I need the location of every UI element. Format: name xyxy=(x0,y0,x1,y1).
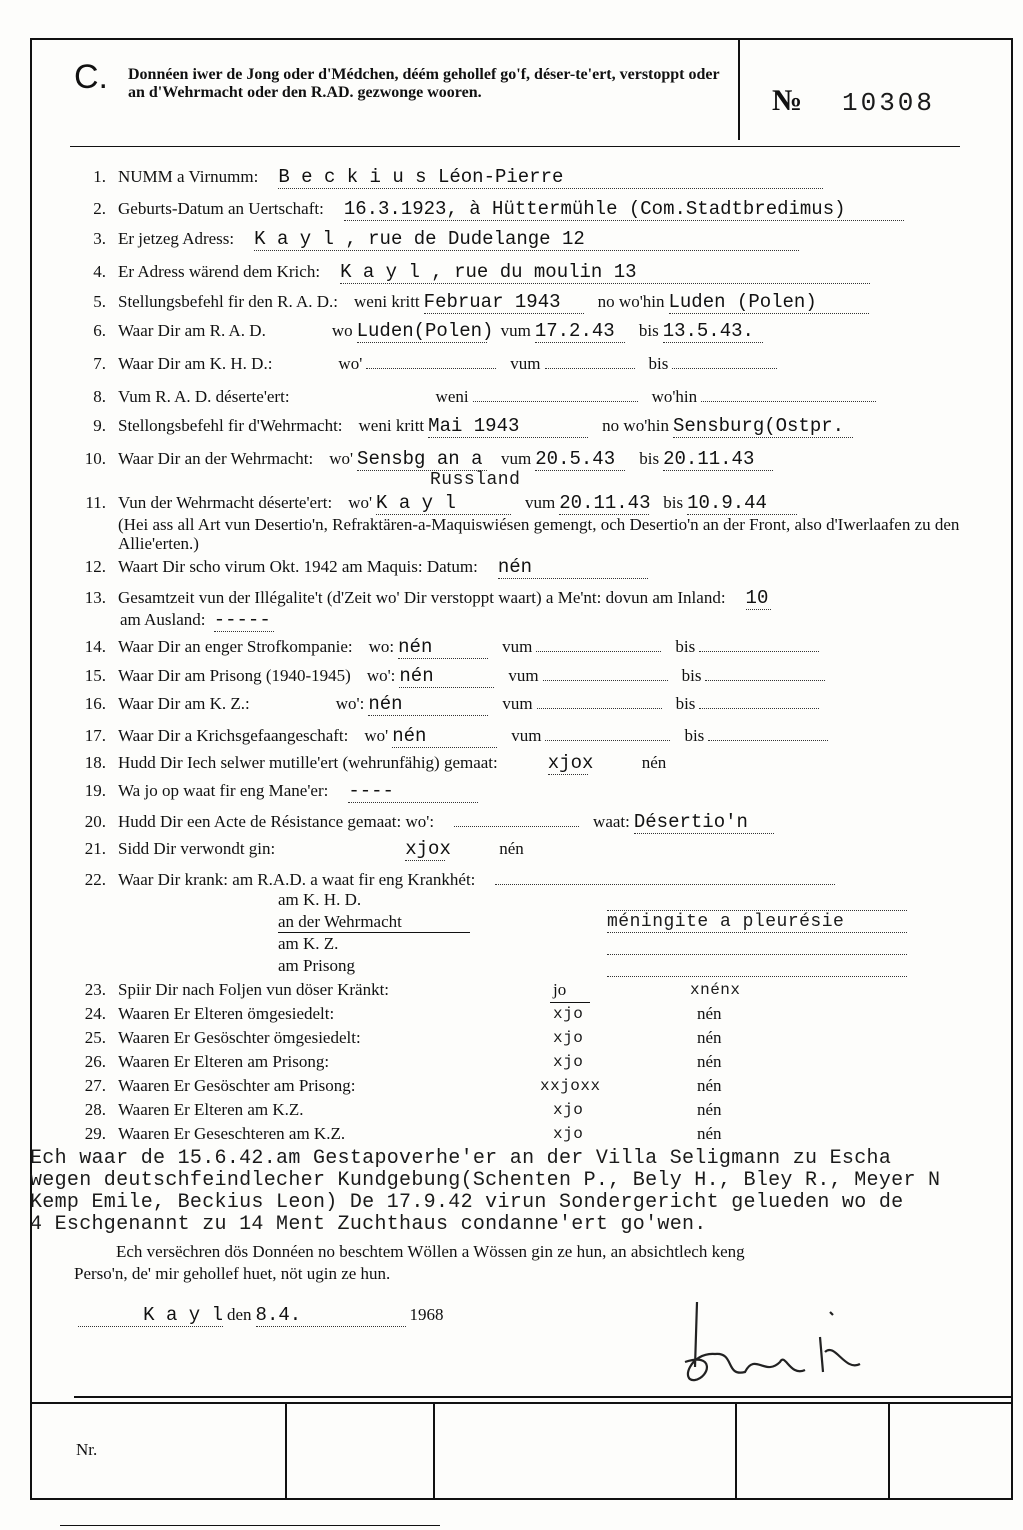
footer-rule-bottom xyxy=(30,1498,1013,1500)
date-field[interactable]: 8.4. xyxy=(256,1304,406,1327)
form-row xyxy=(70,492,801,515)
row-number: 20. xyxy=(84,812,106,831)
field-value[interactable]: 16.3.1923, à Hüttermühle (Com.Stadtbredimus) xyxy=(344,198,904,221)
row-label: Er Adress wärend dem Krich: xyxy=(118,262,321,281)
field-value[interactable]: nén xyxy=(368,693,488,716)
row-number: 2. xyxy=(93,199,106,218)
field-value[interactable] xyxy=(672,350,777,369)
header-divider xyxy=(738,38,740,140)
row-label: Waaren Er Elteren am Prisong: xyxy=(118,1052,330,1071)
field-value[interactable]: 13.5.43. xyxy=(663,320,763,343)
row-number: 19. xyxy=(84,781,106,800)
row-label: Waaren Er Elteren am K.Z. xyxy=(118,1100,304,1119)
year-label: 1968 xyxy=(409,1305,444,1324)
row-number: 21. xyxy=(84,839,106,858)
field-label: bis xyxy=(648,354,669,373)
row-label: Stellungsbefehl fir den R. A. D.: xyxy=(118,292,339,311)
jo-option[interactable]: xjo xyxy=(553,1029,584,1047)
field-label: vum xyxy=(508,666,539,685)
row22-underline xyxy=(278,932,470,933)
row-number: 3. xyxy=(93,229,106,248)
row22-sub-label: am K. H. D. xyxy=(278,890,362,909)
row-label: Hudd Dir Iech selwer mutille'ert (wehrunfähig) gemaat: xyxy=(118,753,498,772)
row-label: Er jetzeg Adress: xyxy=(118,229,235,248)
field-value[interactable]: 17.2.43 xyxy=(535,320,625,343)
jo-option[interactable]: xjo xyxy=(553,1005,584,1023)
form-row xyxy=(70,752,666,775)
field-label: vum xyxy=(511,726,542,745)
jo-option[interactable]: xjo xyxy=(553,1053,584,1071)
field-value[interactable]: Sensburg(Ostpr. xyxy=(673,415,853,438)
field-label: bis xyxy=(675,694,696,713)
form-row xyxy=(70,448,777,471)
row-number: 4. xyxy=(93,262,106,281)
row-label: Waaren Er Geseschteren am K.Z. xyxy=(118,1124,346,1143)
row-label: NUMM a Virnumm: xyxy=(118,167,259,186)
form-row xyxy=(70,320,767,343)
field-label: wo': xyxy=(335,694,365,713)
field-value[interactable] xyxy=(366,350,496,369)
row13-ausland xyxy=(120,609,278,632)
field-label: bis xyxy=(684,726,705,745)
bottom-edge-line xyxy=(60,1525,440,1526)
field-value[interactable] xyxy=(454,808,579,827)
form-row xyxy=(70,166,827,189)
field-label: bis xyxy=(639,449,660,468)
row-number: 26. xyxy=(84,1052,106,1071)
place-date xyxy=(74,1304,444,1327)
row13-ausland-label: am Ausland: xyxy=(120,610,206,629)
field-value[interactable]: K a y l xyxy=(376,492,511,515)
row-label: Waaren Er Gesöschter ömgesiedelt: xyxy=(118,1028,361,1047)
field-value[interactable]: 20.11.43 xyxy=(559,492,651,514)
jo-underline xyxy=(550,1002,590,1003)
nen-option[interactable]: nén xyxy=(697,1052,722,1071)
field-label: nén xyxy=(641,753,667,772)
field-label: bis xyxy=(681,666,702,685)
row22-sub-label: an der Wehrmacht xyxy=(278,912,402,931)
footer-col-2 xyxy=(433,1402,435,1498)
field-label: vum xyxy=(500,321,531,340)
row-number: 12. xyxy=(84,557,106,576)
field-label: vum xyxy=(502,637,533,656)
row-label: Gesamtzeit vun der Illégalite't (d'Zeit wo' Dir verstoppt waart) a Me'nt: dovun am Inland: xyxy=(118,588,726,607)
jo-option[interactable]: xjo xyxy=(553,1125,584,1143)
row10-extra: Russland xyxy=(430,470,521,490)
row-number: 6. xyxy=(93,321,106,340)
row-label: Geburts-Datum an Uertschaft: xyxy=(118,199,324,218)
field-label: wo' xyxy=(338,354,363,373)
row-number: 11. xyxy=(85,493,106,512)
field-value[interactable]: Luden (Polen) xyxy=(669,291,869,314)
row13-ausland-field[interactable]: ----- xyxy=(214,609,274,632)
field-value[interactable] xyxy=(701,383,876,402)
row-label: Waar Dir krank: am R.A.D. a waat fir eng Krankhét: xyxy=(118,870,476,889)
field-value[interactable] xyxy=(708,722,828,741)
row-number: 13. xyxy=(84,588,106,607)
place-field[interactable]: K a y l xyxy=(78,1304,223,1327)
field-value[interactable]: nén xyxy=(399,665,494,688)
row-label: Waar Dir am R. A. D. xyxy=(118,321,266,340)
field-value[interactable]: nén xyxy=(398,636,488,659)
row-number: 23. xyxy=(84,980,106,999)
field-label: vum xyxy=(502,694,533,713)
row-number: 22. xyxy=(84,870,106,889)
form-row xyxy=(70,350,781,375)
field-label: vum xyxy=(501,449,532,468)
row-number: 15. xyxy=(84,666,106,685)
row-number: 1. xyxy=(93,167,106,186)
jo-option[interactable]: xjo xyxy=(553,1101,584,1119)
field-value[interactable]: Désertio'n xyxy=(634,811,774,834)
field-label: wo xyxy=(331,321,353,340)
form-row xyxy=(70,866,839,891)
footer-rule-1 xyxy=(74,1396,1011,1398)
field-value[interactable]: Sensbg an a xyxy=(357,448,487,471)
field-label: no wo'hin xyxy=(602,416,669,435)
form-row xyxy=(70,198,908,221)
row-label: Waaren Er Gesöschter am Prisong: xyxy=(118,1076,356,1095)
field-value[interactable]: 20.5.43 xyxy=(535,448,625,471)
form-row xyxy=(70,587,775,610)
field-value[interactable]: xjox xyxy=(547,752,594,774)
form-row xyxy=(70,415,857,438)
form-row xyxy=(70,633,823,659)
nen-option[interactable]: nén xyxy=(697,1076,722,1095)
form-row xyxy=(70,690,823,716)
field-label: wo': xyxy=(366,666,396,685)
field-value[interactable]: ---- xyxy=(348,780,478,803)
row22-sub-label: am K. Z. xyxy=(278,934,339,953)
nen-option[interactable]: nén xyxy=(697,1100,722,1119)
row22-sub-label: am Prisong xyxy=(278,956,355,975)
field-value[interactable] xyxy=(543,662,668,681)
row-label: Waar Dir an der Wehrmacht: xyxy=(118,449,314,468)
field-label: weni kritt xyxy=(358,416,425,435)
row-number: 14. xyxy=(84,637,106,656)
row-label: Waar Dir am K. Z.: xyxy=(118,694,250,713)
form-row xyxy=(70,261,874,284)
row-label: Stellongsbefehl fir d'Wehrmacht: xyxy=(118,416,343,435)
row-number: 7. xyxy=(93,354,106,373)
form-row xyxy=(70,722,832,748)
field-value[interactable] xyxy=(545,722,670,741)
declaration-line-2: Perso'n, de' mir gehollef huet, nöt ugin ze hun. xyxy=(74,1264,391,1283)
row22-sub-value[interactable] xyxy=(607,934,907,955)
footer-nr-label: Nr. xyxy=(76,1440,98,1459)
row-label: Waar Dir an enger Strofkompanie: xyxy=(118,637,353,656)
row-number: 25. xyxy=(84,1028,106,1047)
field-value[interactable] xyxy=(536,633,661,652)
row-label: Sidd Dir verwondt gin: xyxy=(118,839,276,858)
field-label: bis xyxy=(663,493,684,512)
form-row xyxy=(70,556,652,579)
row-number: 8. xyxy=(93,387,106,406)
row-number: 9. xyxy=(93,416,106,435)
field-label: no wo'hin xyxy=(597,292,665,311)
field-value[interactable] xyxy=(473,383,638,402)
field-label: weni xyxy=(435,387,469,406)
row-label: Hudd Dir een Acte de Résistance gemaat: wo': xyxy=(118,812,435,831)
footer-col-3 xyxy=(735,1402,737,1498)
row11-note: (Hei ass all Art vun Desertio'n, Refraktären-a-Maquiswiésen gemengt, och Desertio'n an der Front, also d'Iwerlaafen zu den Allie'erten.) xyxy=(118,515,960,553)
field-value[interactable]: Februar 1943 xyxy=(424,291,584,314)
field-label: waat: xyxy=(593,812,630,831)
typed-note-line: Kemp Emile, Beckius Leon) De 17.9.42 virun Sondergericht gelueden wo de xyxy=(30,1191,904,1214)
field-label: weni kritt xyxy=(354,292,420,311)
field-label: bis xyxy=(638,321,659,340)
form-row xyxy=(70,228,803,251)
field-value[interactable]: Luden(Polen) xyxy=(356,320,494,342)
row-number: 10. xyxy=(84,449,106,468)
row-label: Wa jo op waat fir eng Mane'er: xyxy=(118,781,329,800)
row-label: Vum R. A. D. déserte'ert: xyxy=(118,387,290,406)
row-label: Waaren Er Elteren ömgesiedelt: xyxy=(118,1004,335,1023)
form-row xyxy=(70,662,829,688)
row-number: 17. xyxy=(84,726,106,745)
footer-rule-2 xyxy=(30,1402,1013,1404)
section-letter: C. xyxy=(74,58,108,96)
field-label: wo' xyxy=(364,726,389,745)
field-value[interactable]: Mai 1943 xyxy=(428,415,588,438)
row22-sub-value[interactable] xyxy=(607,956,907,977)
row-label: Spiir Dir nach Foljen vun döser Kränkt: xyxy=(118,980,390,999)
row-number: 27. xyxy=(84,1076,106,1095)
field-value[interactable]: K a y l , rue de Dudelange 12 xyxy=(254,228,799,251)
signature xyxy=(655,1292,885,1392)
field-label: wo' xyxy=(348,493,373,512)
row-label: Waart Dir scho virum Okt. 1942 am Maquis: Datum: xyxy=(118,557,478,576)
form-row xyxy=(70,780,482,803)
field-label: wo'hin xyxy=(651,387,698,406)
field-value[interactable]: nén xyxy=(498,556,648,579)
number-sign: № xyxy=(772,84,803,117)
declaration-line-1: Ech versëchren dös Donnéen no beschtem Wöllen a Wössen gin ze hun, an absichtlech keng xyxy=(116,1242,745,1261)
form-row xyxy=(70,383,880,408)
frame-right xyxy=(1011,38,1013,1500)
nen-option[interactable]: nén xyxy=(697,1028,722,1047)
frame-left xyxy=(30,38,32,1500)
row-number: 16. xyxy=(84,694,106,713)
field-label: vum xyxy=(525,493,556,512)
nen-option[interactable]: xnénx xyxy=(690,981,741,999)
typed-note-line: 4 Eschgenannt zu 14 Ment Zuchthaus condanne'ert go'wen. xyxy=(30,1213,707,1236)
nen-option[interactable]: nén xyxy=(697,1124,722,1143)
header-rule xyxy=(70,146,960,147)
jo-option[interactable]: jo xyxy=(553,980,567,999)
field-value[interactable]: nén xyxy=(392,725,497,748)
row-number: 18. xyxy=(84,753,106,772)
field-value[interactable] xyxy=(699,633,819,652)
row22-sub-value[interactable] xyxy=(607,890,907,911)
nen-option[interactable]: nén xyxy=(697,1004,722,1023)
field-value[interactable] xyxy=(699,690,819,709)
field-value[interactable] xyxy=(705,662,825,681)
row-label: Vun der Wehrmacht déserte'ert: xyxy=(118,493,333,512)
field-value[interactable]: xjox xyxy=(405,838,451,860)
field-value[interactable] xyxy=(537,690,662,709)
typed-note-line: wegen deutschfeindlecher Kundgebung(Schenten P., Bely H., Bley R., Meyer N xyxy=(30,1169,941,1192)
field-label: wo: xyxy=(368,637,395,656)
field-value[interactable]: 10 xyxy=(746,587,771,610)
field-label: wo' xyxy=(329,449,354,468)
field-value[interactable] xyxy=(495,866,835,885)
form-number: 10308 xyxy=(842,88,936,118)
form-row xyxy=(70,808,778,834)
field-label: nén xyxy=(499,839,524,858)
field-value[interactable]: B e c k i u s Léon-Pierre xyxy=(278,166,823,189)
row22-sub-value[interactable]: méningite a pleurésie xyxy=(607,912,907,933)
field-value[interactable] xyxy=(545,350,635,369)
row-label: Waar Dir am Prisong (1940-1945) xyxy=(118,666,351,685)
row-number: 29. xyxy=(84,1124,106,1143)
den-label: den xyxy=(227,1305,252,1324)
field-label: bis xyxy=(675,637,696,656)
field-value[interactable]: 20.11.43 xyxy=(663,448,773,471)
form-row xyxy=(70,291,873,314)
field-label: vum xyxy=(510,354,541,373)
jo-option[interactable]: xxjoxx xyxy=(540,1077,601,1095)
field-value[interactable]: 10.9.44 xyxy=(687,492,797,515)
frame-top xyxy=(30,38,1013,40)
typed-note-line: Ech waar de 15.6.42.am Gestapoverhe'er an der Villa Seligmann zu Escha xyxy=(30,1147,892,1170)
row-number: 28. xyxy=(84,1100,106,1119)
header-text: Donnéen iwer de Jong oder d'Médchen, déém gehollef go'f, déser-te'ert, verstoppt oder an d'Wehrmacht oder den R.AD. gezwonge wooren. xyxy=(128,66,720,101)
row-number: 24. xyxy=(84,1004,106,1023)
row-label: Waar Dir am K. H. D.: xyxy=(118,354,273,373)
footer-col-4 xyxy=(888,1402,890,1498)
row-label: Waar Dir a Krichsgefaangeschaft: xyxy=(118,726,349,745)
form-row xyxy=(70,838,524,861)
footer-col-1 xyxy=(285,1402,287,1498)
row-number: 5. xyxy=(93,292,106,311)
field-value[interactable]: K a y l , rue du moulin 13 xyxy=(340,261,870,284)
